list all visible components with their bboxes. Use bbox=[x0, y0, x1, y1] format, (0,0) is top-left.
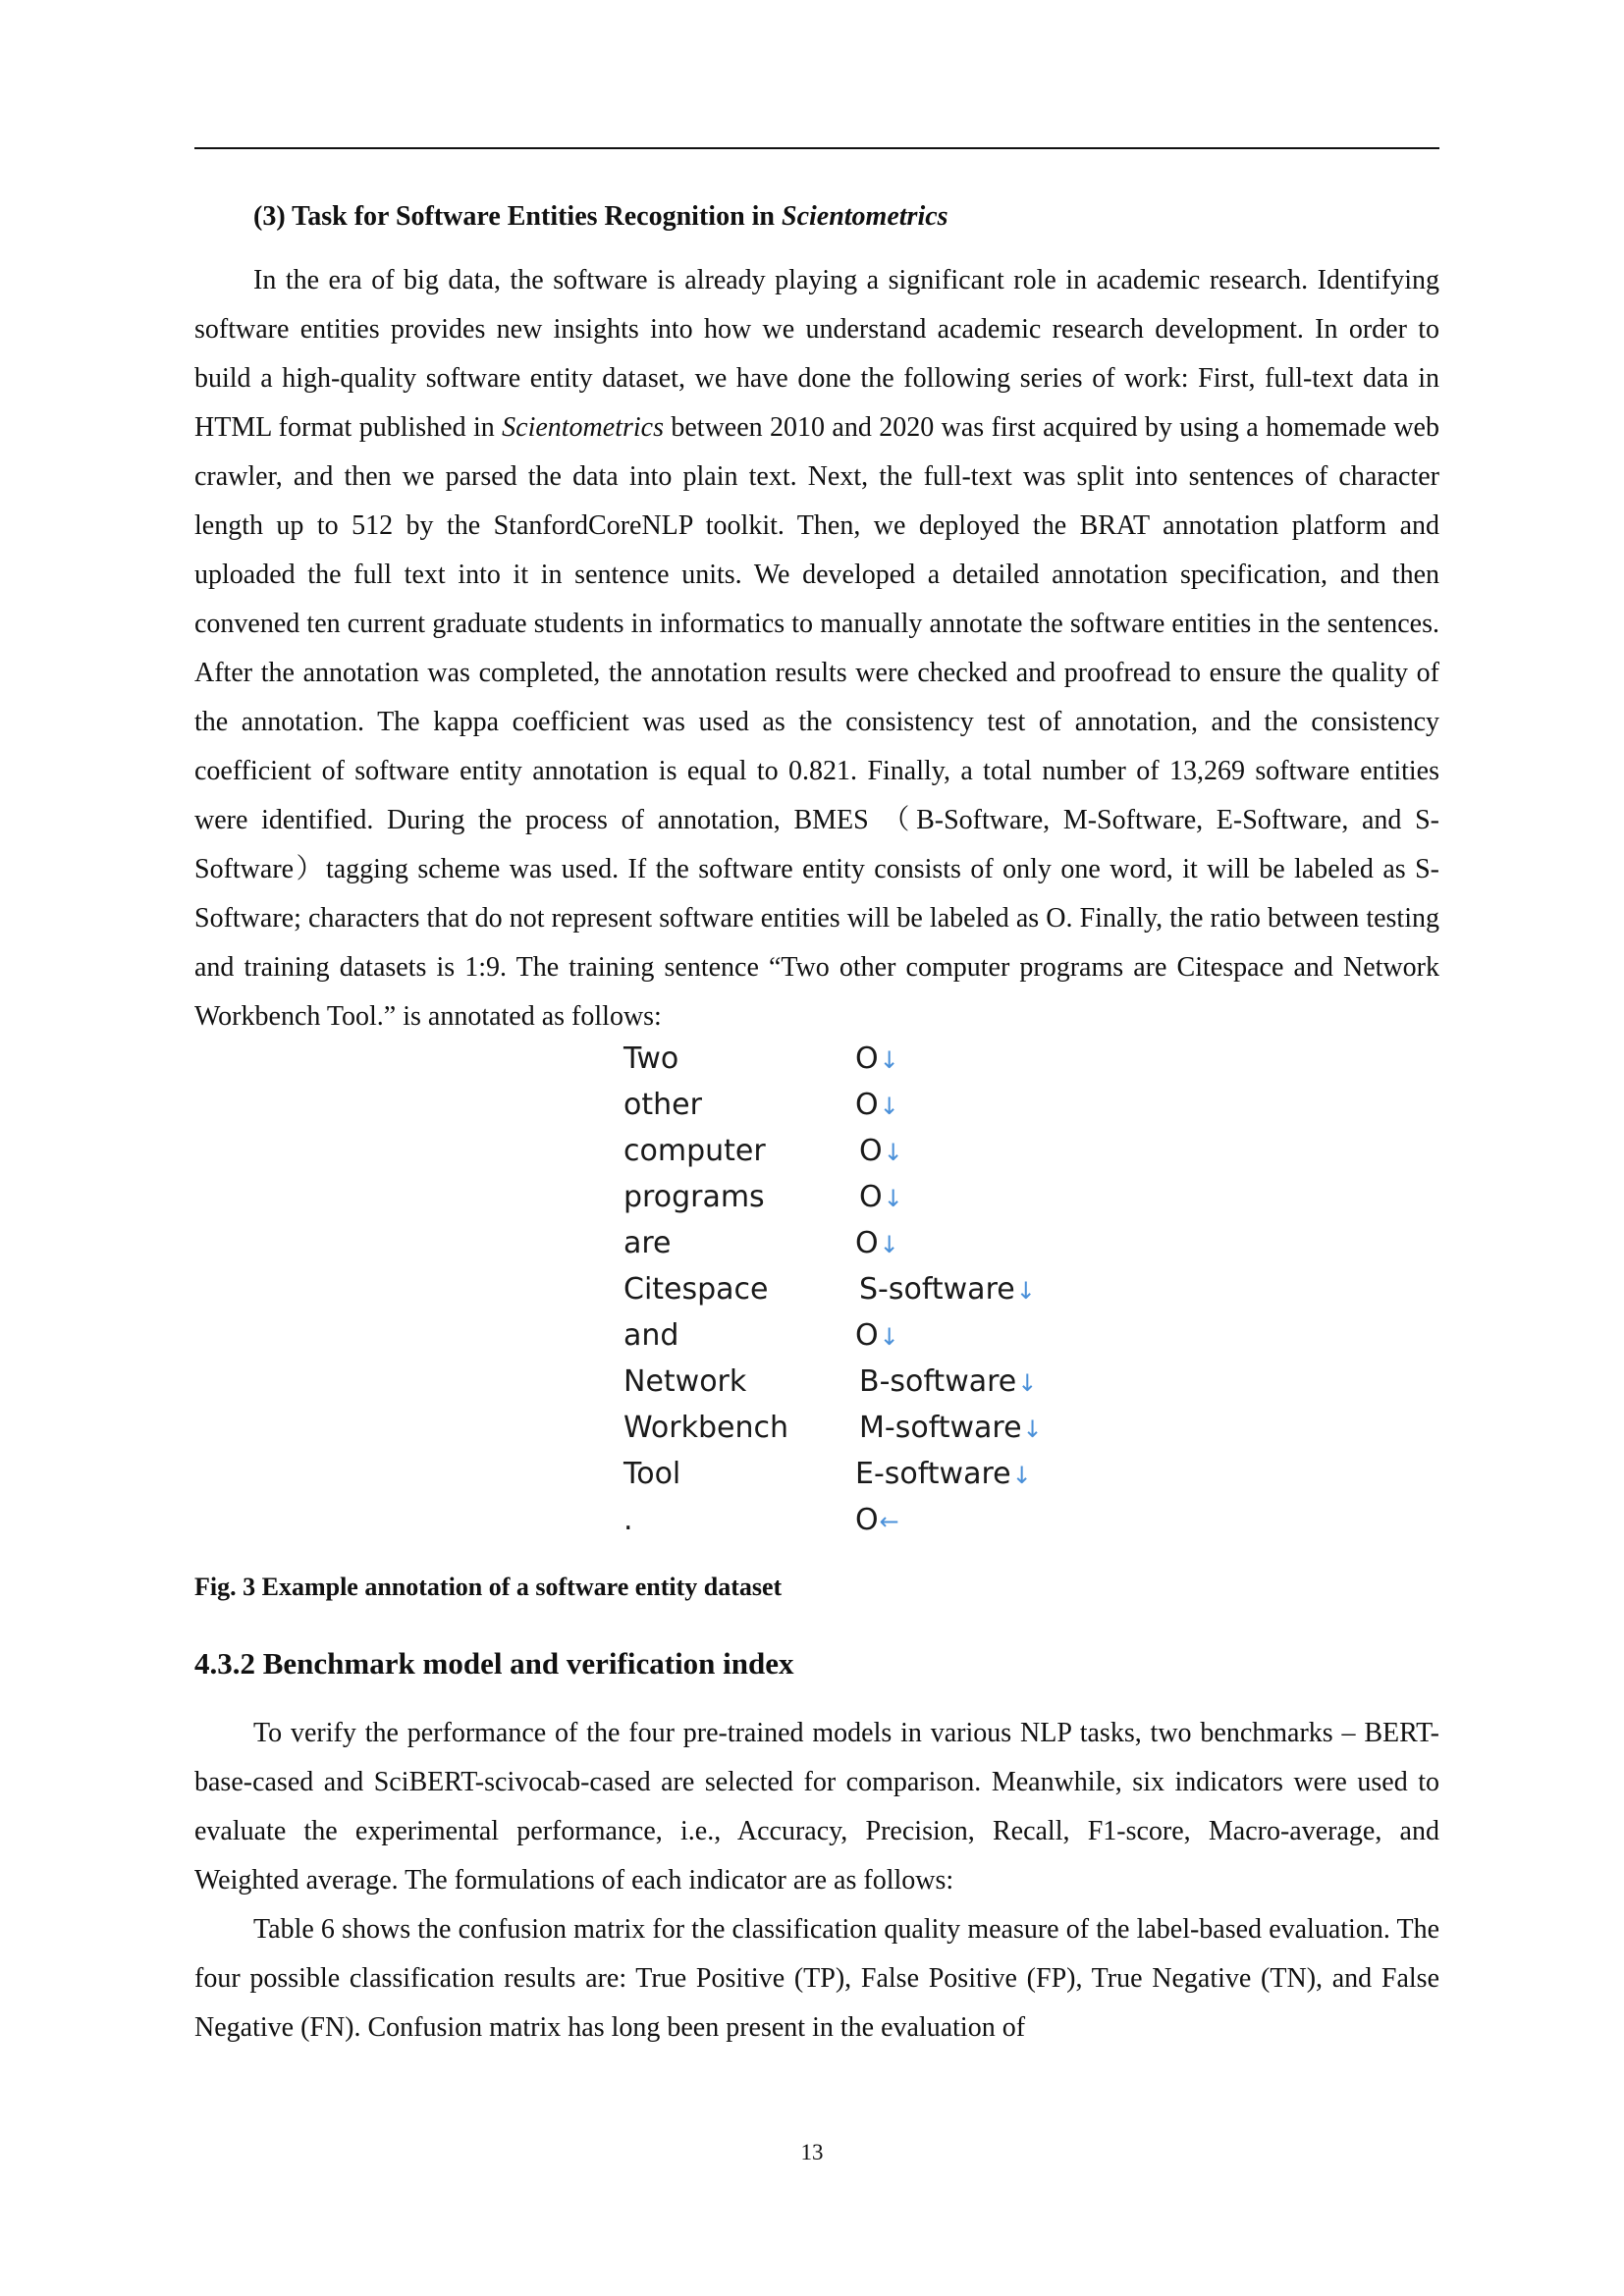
figure-tag-label: O bbox=[855, 1088, 879, 1122]
line-break-mark-icon: ↓ bbox=[1022, 1415, 1043, 1443]
figure-tag bbox=[859, 1134, 903, 1168]
figure-tag bbox=[859, 1272, 1036, 1307]
figure-tag-label: O bbox=[859, 1180, 883, 1214]
figure-tag bbox=[855, 1503, 899, 1537]
figure-row bbox=[623, 1134, 1095, 1180]
header-rule bbox=[194, 147, 1439, 149]
figure-token: Network bbox=[623, 1364, 747, 1399]
subsection-heading bbox=[194, 191, 1439, 242]
paragraph-confusion-matrix: Table 6 shows the confusion matrix for the classification quality measure of the label-based evaluation. The four possible classification results are: True Positive (TP), False Positive (FP), True Negative (TN), and False Negative (FN). Confusion matrix has long been present in the evaluation of bbox=[194, 1914, 1439, 2043]
subsection-heading-text: (3) Task for Software Entities Recognition in bbox=[253, 201, 782, 232]
figure-row bbox=[623, 1041, 1095, 1088]
figure-tag-label: E-software bbox=[855, 1457, 1011, 1491]
figure-token: programs bbox=[623, 1180, 765, 1214]
figure-row bbox=[623, 1503, 1095, 1549]
line-break-mark-icon: ↓ bbox=[883, 1139, 903, 1166]
figure-caption: Fig. 3 Example annotation of a software entity dataset bbox=[194, 1573, 783, 1601]
figure-tag-label: O bbox=[855, 1503, 879, 1537]
figure-row bbox=[623, 1088, 1095, 1134]
page-content bbox=[194, 191, 1439, 2053]
figure-token: . bbox=[623, 1503, 633, 1537]
line-break-mark-icon: ↓ bbox=[1011, 1462, 1032, 1489]
figure-token: and bbox=[623, 1318, 679, 1353]
paragraph-1-part-2: between 2010 and 2020 was first acquired by using a homemade web crawler, and then we parsed the data into plain text. Next, the full-text was split into sentences of character length up to 512 by the StanfordCoreNLP toolkit. Then, we deployed the BRAT annotation platform and uploaded the full text into it in sentence units. We developed a detailed annotation specification, and then convened ten current graduate students in informatics to manually annotate the software entities in the sentences. After the annotation was completed, the annotation results were checked and proofread to ensure the quality of the annotation. The kappa coefficient was used as the consistency test of annotation, and the consistency coefficient of software entity annotation is equal to 0.821. Finally, a total number of 13,269 software entities were identified. During the process of annotation, BMES （B-Software, M-Software, E-Software, and S-Software）tagging scheme was used. If the software entity consists of only one word, it will be labeled as S-Software; characters that do not represent software entities will be labeled as O. Finally, the ratio between testing and training datasets is 1:9. The training sentence “Two other computer programs are Citespace and Network Workbench Tool.” is annotated as follows: bbox=[194, 412, 1439, 1032]
figure-tag bbox=[855, 1318, 899, 1353]
figure-row bbox=[623, 1457, 1095, 1503]
line-break-mark-icon: ↓ bbox=[1015, 1277, 1036, 1305]
subsection-heading-journal: Scientometrics bbox=[782, 201, 948, 232]
paragraph-software-entities bbox=[194, 256, 1439, 1041]
figure-token: Workbench bbox=[623, 1411, 788, 1445]
figure-row bbox=[623, 1318, 1095, 1364]
figure-tag bbox=[855, 1088, 899, 1122]
line-break-mark-icon: ↓ bbox=[879, 1323, 899, 1351]
figure-row bbox=[623, 1226, 1095, 1272]
figure-tag bbox=[859, 1364, 1037, 1399]
figure-token: other bbox=[623, 1088, 702, 1122]
return-mark-icon: ← bbox=[879, 1508, 899, 1535]
figure-tag-label: S-software bbox=[859, 1272, 1015, 1307]
figure-tag-label: O bbox=[855, 1318, 879, 1353]
figure-tag-label: M-software bbox=[859, 1411, 1022, 1445]
line-break-mark-icon: ↓ bbox=[879, 1093, 899, 1120]
figure-tag bbox=[855, 1226, 899, 1260]
line-break-mark-icon: ↓ bbox=[879, 1046, 899, 1074]
figure-tag bbox=[859, 1180, 903, 1214]
section-heading: 4.3.2 Benchmark model and verification index bbox=[194, 1646, 794, 1681]
page-number: 13 bbox=[800, 2140, 824, 2164]
line-break-mark-icon: ↓ bbox=[879, 1231, 899, 1258]
figure-tag-label: O bbox=[855, 1041, 879, 1076]
figure-tag bbox=[859, 1411, 1043, 1445]
annotation-figure bbox=[194, 1041, 1439, 1562]
figure-row bbox=[623, 1411, 1095, 1457]
figure-token: Two bbox=[623, 1041, 679, 1076]
figure-tag-label: O bbox=[859, 1134, 883, 1168]
figure-token: computer bbox=[623, 1134, 766, 1168]
paragraph-1-part-1: In the era of big data, the software is already playing a significant role in academic research. Identifying software entities provides new insights into how we understand academic research development. In order to build a high-quality software entity dataset, we have done the following series of work: First, full-text data in HTML format published in bbox=[194, 265, 1439, 443]
figure-tag bbox=[855, 1457, 1032, 1491]
figure-token: are bbox=[623, 1226, 672, 1260]
figure-row bbox=[623, 1364, 1095, 1411]
figure-row bbox=[623, 1272, 1095, 1318]
figure-token: Citespace bbox=[623, 1272, 769, 1307]
figure-tag-label: B-software bbox=[859, 1364, 1017, 1399]
figure-row bbox=[623, 1180, 1095, 1226]
paragraph-1-journal: Scientometrics bbox=[502, 412, 664, 443]
figure-tag-label: O bbox=[855, 1226, 879, 1260]
line-break-mark-icon: ↓ bbox=[883, 1185, 903, 1212]
figure-tag bbox=[855, 1041, 899, 1076]
line-break-mark-icon: ↓ bbox=[1017, 1369, 1038, 1397]
figure-token: Tool bbox=[623, 1457, 681, 1491]
paragraph-benchmarks: To verify the performance of the four pre-trained models in various NLP tasks, two benchmarks – BERT-base-cased and SciBERT-scivocab-cased are selected for comparison. Meanwhile, six indicators were used to evaluate the experimental performance, i.e., Accuracy, Precision, Recall, F1-score, Macro-average, and Weighted average. The formulations of each indicator are as follows: bbox=[194, 1718, 1439, 1896]
